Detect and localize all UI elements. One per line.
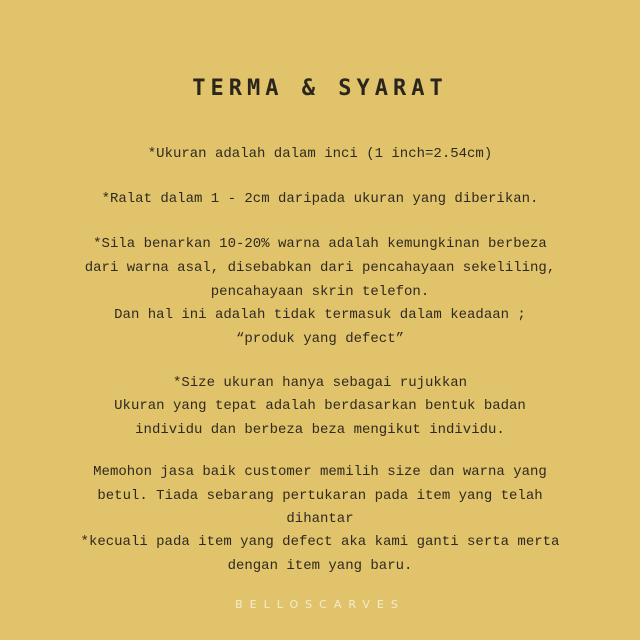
terms-line: dengan item yang baru. [227, 558, 413, 574]
terms-line: *Size ukuran hanya sebagai rujukkan [172, 375, 468, 391]
brand-name: BELLOSCARVES [235, 598, 405, 611]
terms-line: *Ukuran adalah dalam inci (1 inch=2.54cm) [147, 146, 493, 162]
terms-line: “produk yang defect” [235, 331, 405, 347]
terms-line: betul. Tiada sebarang pertukaran pada item yang telah [97, 488, 543, 504]
terms-line: Ukuran yang tepat adalah berdasarkan bentuk badan [114, 398, 526, 414]
page-title: TERMA & SYARAT [192, 76, 448, 101]
terms-line: *Sila benarkan 10-20% warna adalah kemungkinan berbeza [93, 236, 547, 252]
terms-line: *kecuali pada item yang defect aka kami ganti serta merta [80, 534, 560, 550]
terms-line: dari warna asal, disebabkan dari pencahayaan sekeliling, [84, 260, 556, 276]
terms-line: pencahayaan skrin telefon. [210, 284, 430, 300]
terms-line: *Ralat dalam 1 - 2cm daripada ukuran yang diberikan. [101, 191, 539, 207]
terms-line: Dan hal ini adalah tidak termasuk dalam keadaan ; [114, 307, 526, 323]
terms-line: dihantar [286, 511, 354, 527]
terms-line: individu dan berbeza beza mengikut individu. [135, 422, 505, 438]
terms-line: Memohon jasa baik customer memilih size dan warna yang [93, 464, 547, 480]
